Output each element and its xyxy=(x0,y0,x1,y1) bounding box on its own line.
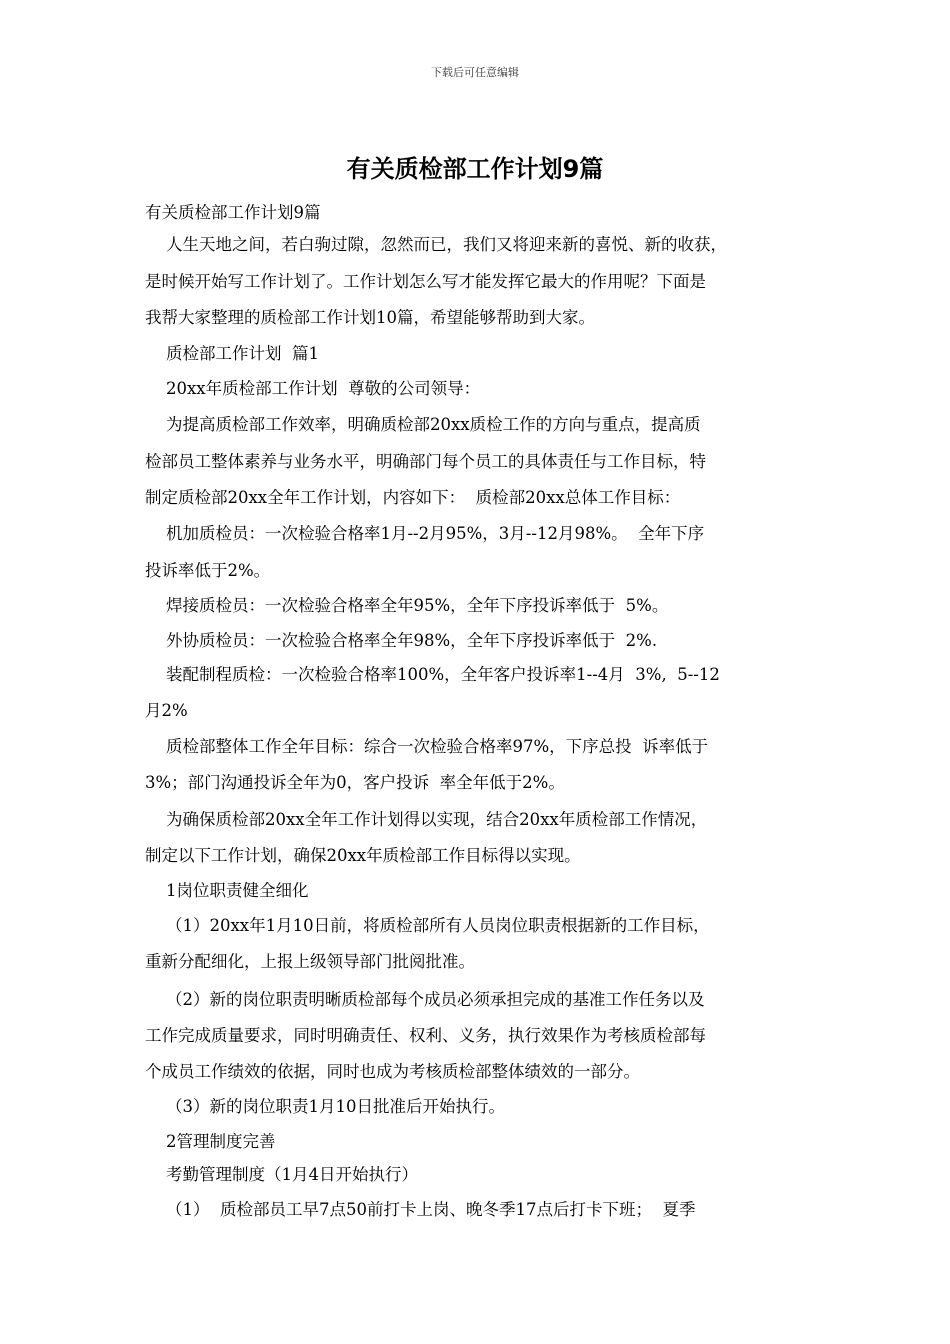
paragraph-line: 质检部整体工作全年目标：综合一次检验合格率97%，下序总投 诉率低于 xyxy=(145,737,709,756)
paragraph-line: 质检部工作计划 篇1 xyxy=(145,344,319,363)
paragraph-line: （2）新的岗位职责明晰质检部每个成员必须承担完成的基准工作任务以及 xyxy=(145,990,705,1009)
header-note: 下载后可任意编辑 xyxy=(431,66,519,79)
paragraph-line: 有关质检部工作计划9篇 xyxy=(145,203,321,222)
paragraph-line: 重新分配细化，上报上级领导部门批阅批准。 xyxy=(145,952,475,971)
paragraph-line: 检部员工整体素养与业务水平，明确部门每个员工的具体责任与工作目标，特 xyxy=(145,452,706,471)
paragraph-line: 是时候开始写工作计划了。工作计划怎么写才能发挥它最大的作用呢？下面是 xyxy=(145,272,706,291)
paragraph-line: 我帮大家整理的质检部工作计划10篇，希望能够帮助到大家。 xyxy=(145,308,595,327)
paragraph-line: 3%；部门沟通投诉全年为0，客户投诉 率全年低于2%。 xyxy=(145,773,565,792)
paragraph-line: 制定以下工作计划，确保20xx年质检部工作目标得以实现。 xyxy=(145,846,581,865)
paragraph-line: 20xx年质检部工作计划 尊敬的公司领导： xyxy=(145,379,481,398)
paragraph-line: 焊接质检员：一次检验合格率全年95%，全年下序投诉率低于 5%。 xyxy=(145,596,669,615)
paragraph-line: 为确保质检部20xx全年工作计划得以实现，结合20xx年质检部工作情况， xyxy=(145,810,708,829)
paragraph-line: 个成员工作绩效的依据，同时也成为考核质检部整体绩效的一部分。 xyxy=(145,1062,640,1081)
paragraph-line: （1）20xx年1月10日前，将质检部所有人员岗位职责根据新的工作目标， xyxy=(145,916,710,935)
paragraph-line: （1） 质检部员工早7点50前打卡上岗、晚冬季17点后打卡下班； 夏季 xyxy=(145,1200,696,1219)
paragraph-line: 人生天地之间，若白驹过隙，忽然而已，我们又将迎来新的喜悦、新的收获， xyxy=(145,235,727,254)
paragraph-line: 投诉率低于2%。 xyxy=(145,561,271,580)
paragraph-line: 工作完成质量要求，同时明确责任、权利、义务，执行效果作为考核质检部每 xyxy=(145,1026,706,1045)
paragraph-line: 月2% xyxy=(145,701,188,720)
paragraph-line: 2管理制度完善 xyxy=(145,1132,276,1151)
document-title: 有关质检部工作计划9篇 xyxy=(346,155,604,183)
paragraph-line: 装配制程质检：一次检验合格率100%，全年客户投诉率1--4月 3%, 5--12 xyxy=(145,665,720,684)
paragraph-line: 外协质检员：一次检验合格率全年98%，全年下序投诉率低于 2%. xyxy=(145,631,658,650)
paragraph-line: 制定质检部20xx全年工作计划，内容如下： 质检部20xx总体工作目标： xyxy=(145,488,681,507)
paragraph-line: 机加质检员：一次检验合格率1月--2月95%，3月--12月98%。 全年下序 xyxy=(145,524,705,543)
paragraph-line: 考勤管理制度（1月4日开始执行） xyxy=(145,1165,418,1184)
paragraph-line: 1岗位职责健全细化 xyxy=(145,881,309,900)
paragraph-line: （3）新的岗位职责1月10日批准后开始执行。 xyxy=(145,1097,505,1116)
paragraph-line: 为提高质检部工作效率，明确质检部20xx质检工作的方向与重点，提高质 xyxy=(145,415,701,434)
